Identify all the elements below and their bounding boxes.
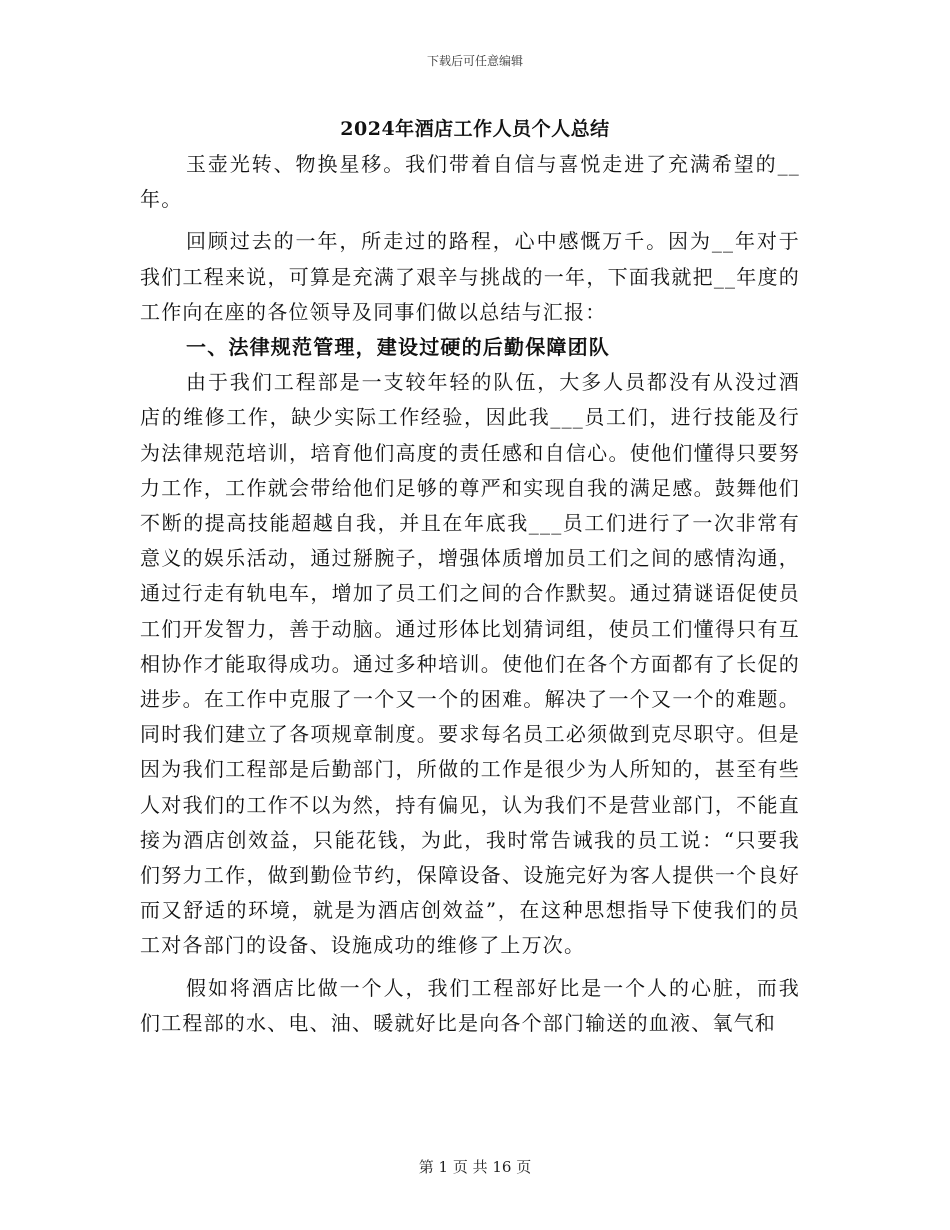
paragraph-intro: 玉壶光转、物换星移。我们带着自信与喜悦走进了充满希望的__年。 [140, 152, 800, 212]
paragraph-review: 回顾过去的一年，所走过的路程，心中感慨万千。因为__年对于我们工程来说，可算是充满了艰辛与挑战的一年，下面我就把__年度的工作向在座的各位领导及同事们做以总结与汇报： [140, 229, 800, 324]
section-heading: 一、法律规范管理，建设过硬的后勤保障团队 [186, 335, 610, 360]
document-title: 2024年酒店工作人员个人总结 [340, 118, 610, 140]
paragraph-team: 由于我们工程部是一支较年轻的队伍，大多人员都没有从没过酒店的维修工作，缺少实际工作经验，因此我___员工们，进行技能及行为法律规范培训，培育他们高度的责任感和自信心。使他们懂得只要努力工作，工作就会带给他们足够的尊严和实现自我的满足感。鼓舞他们不断的提高技能超越自我，并且在年底我___员工们进行了一次非常有意义的娱乐活动，通过掰腕子，增强体质增加员工们之间的感情沟通，通过行走有轨电车，增加了员工们之间的合作默契。通过猜谜语促使员工们开发智力，善于动脑。通过形体比划猜词组，使员工们懂得只有互相协作才能取得成功。通过多种培训。使他们在各个方面都有了长促的进步。在工作中克服了一个又一个的困难。解决了一个又一个的难题。同时我们建立了各项规章制度。要求每名员工必须做到克尽职守。但是因为我们工程部是后勤部门，所做的工作是很少为人所知的，甚至有些人对我们的工作不以为然，持有偏见，认为我们不是营业部门，不能直接为酒店创效益，只能花钱，为此，我时常告诫我的员工说：“只要我们努力工作，做到勤俭节约，保障设备、设施完好为客人提供一个良好而又舒适的环境，就是为酒店创效益”，在这种思想指导下使我们的员工对各部门的设备、设施成功的维修了上万次。 [140, 370, 800, 958]
paragraph-analogy: 假如将酒店比做一个人，我们工程部好比是一个人的心脏，而我们工程部的水、电、油、暖就好比是向各个部门输送的血液、氧气和 [140, 975, 800, 1035]
page-footer: 第 1 页 共 16 页 [418, 1158, 532, 1176]
document-body [140, 147, 800, 1041]
page-header: 下载后可任意编辑 [426, 54, 523, 68]
